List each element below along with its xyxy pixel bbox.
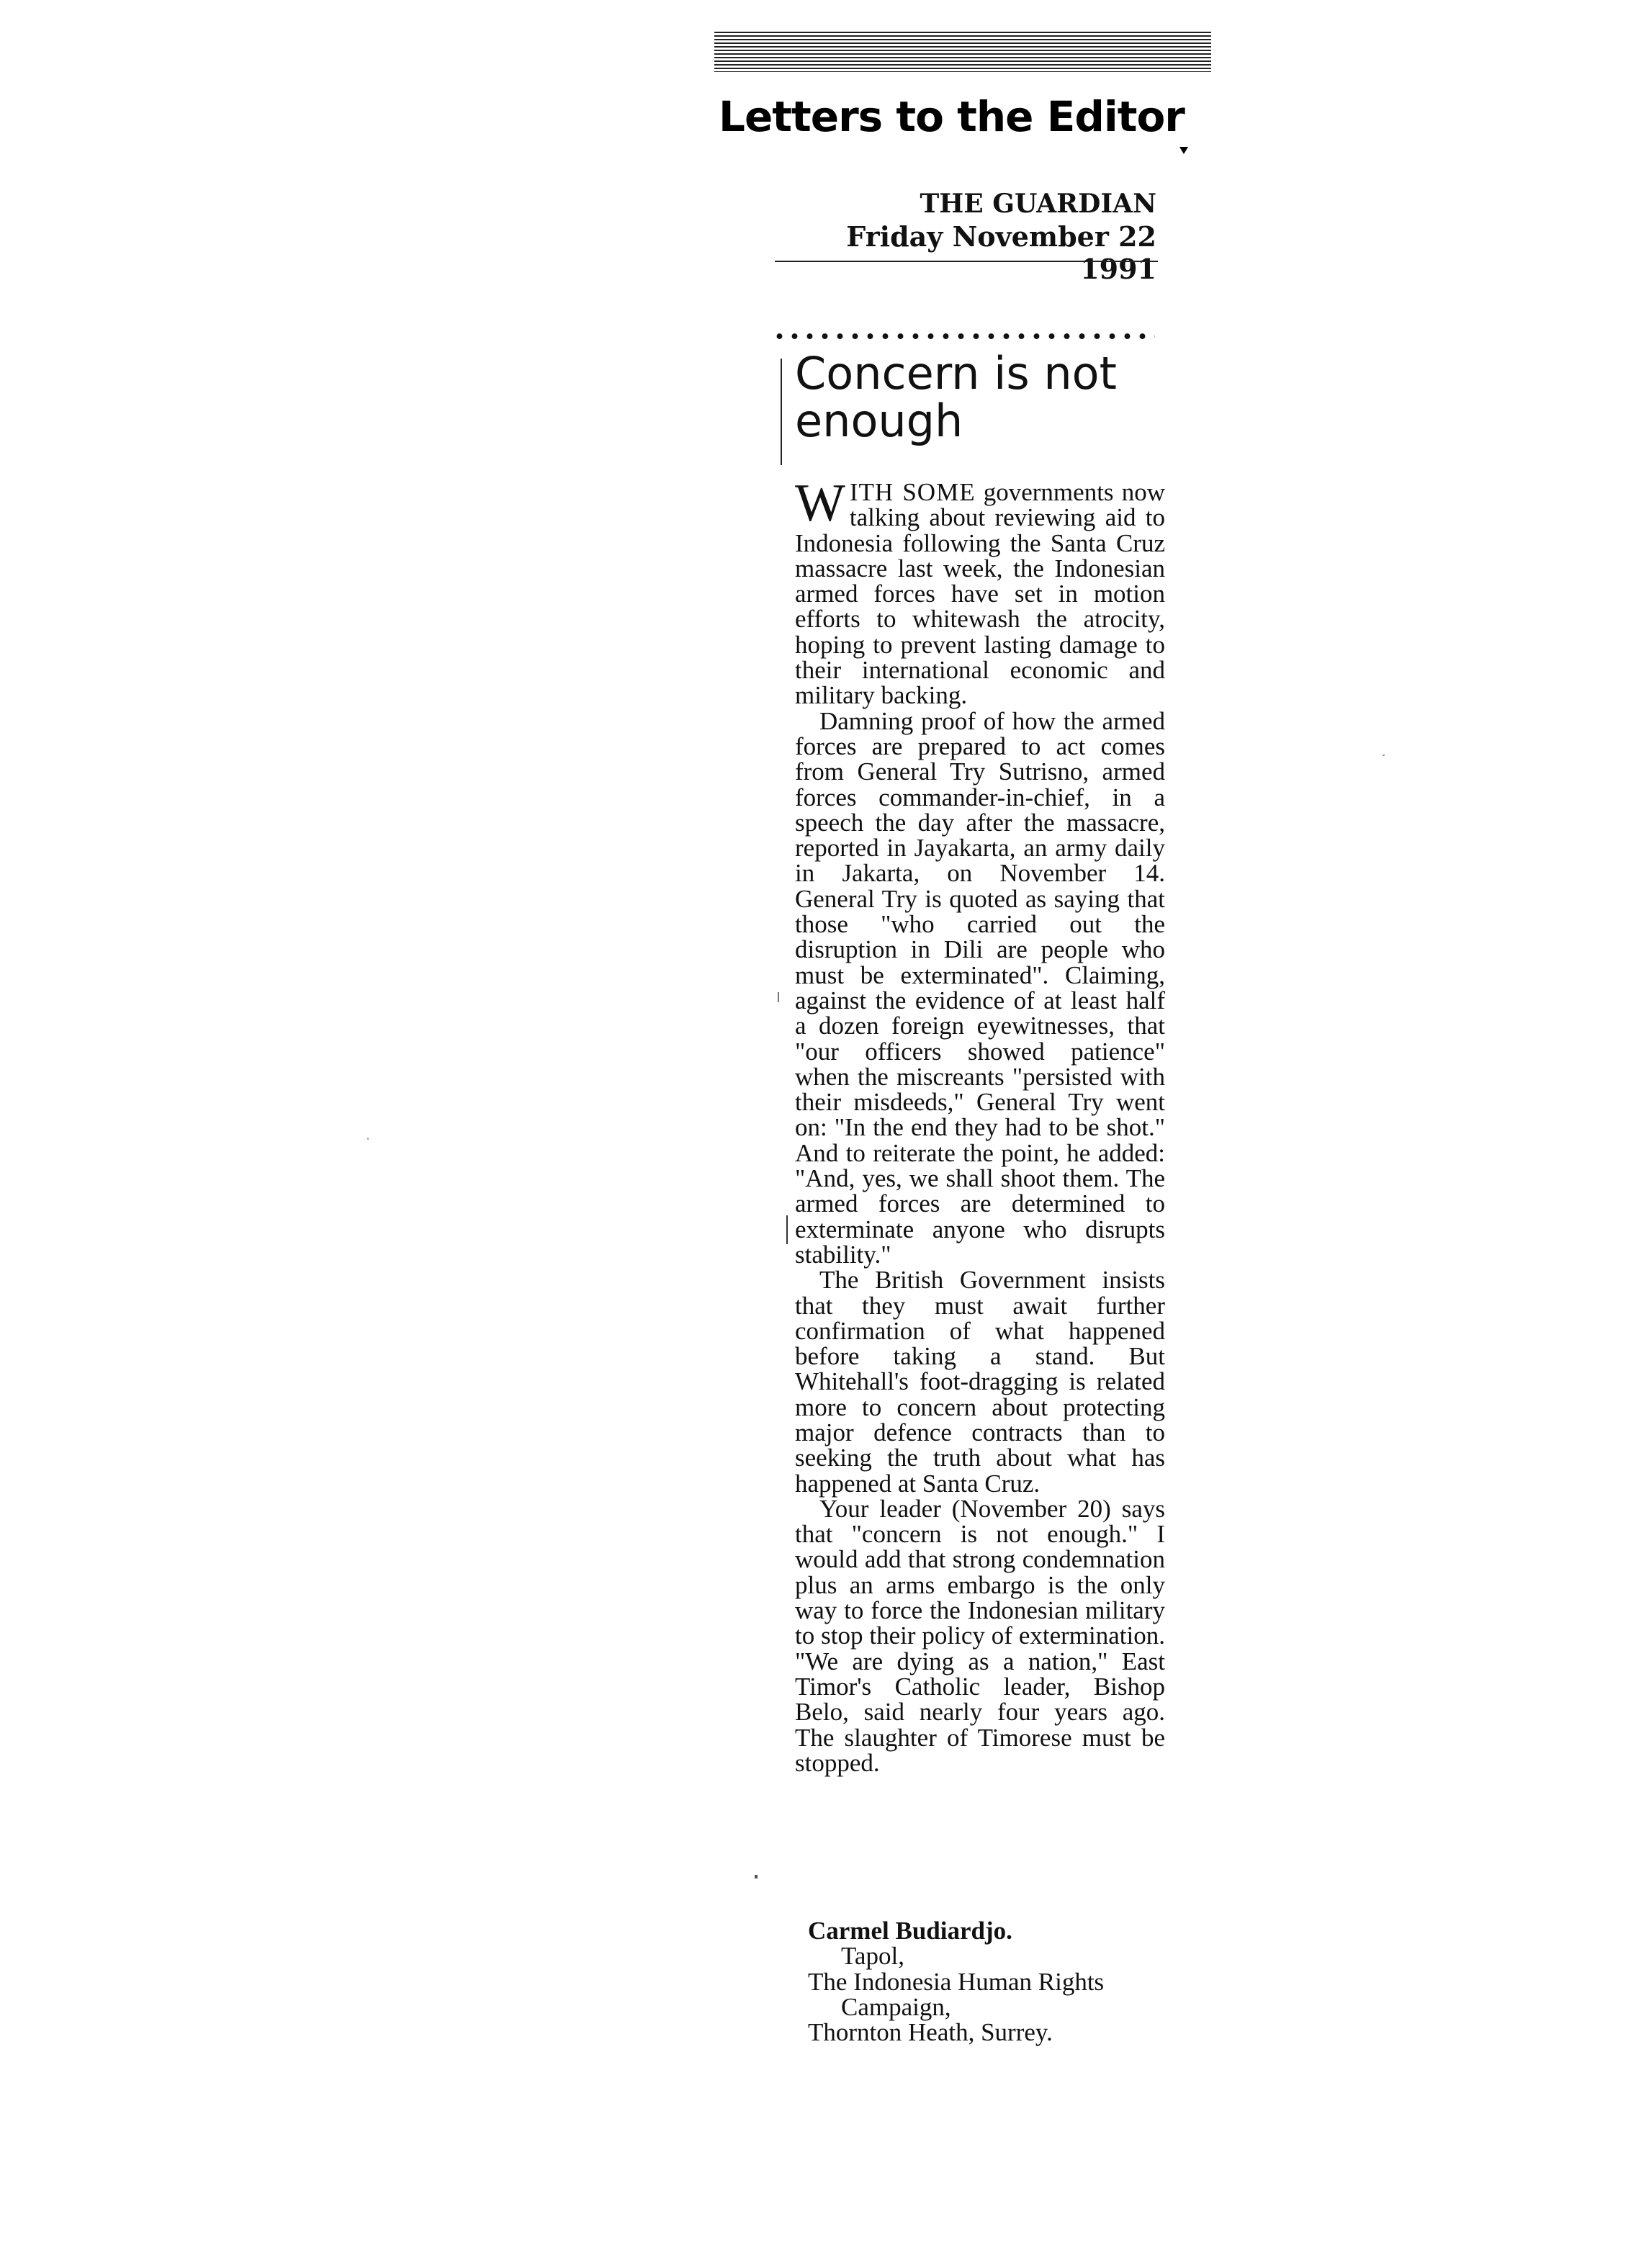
author-organisation: Tapol,	[841, 1942, 904, 1971]
campaign-line-1: The Indonesia Human Rights	[808, 1967, 1105, 1996]
publication-name: THE GUARDIAN	[920, 189, 1156, 219]
scan-speck	[1383, 755, 1385, 756]
author-location: Thornton Heath, Surrey.	[808, 2018, 1053, 2047]
letter-paragraph-2: Damning proof of how the armed forces are prepared to act comes from General Try Sutrisno, armed forces commander-in-chief, in a speech the day after the massacre, reported in Jayakarta, an army daily in Jakarta, on November 14. General Try is quoted as saying that those "who carried out the disruption in Dili are people who must be exterminated". Claiming, against the evidence of at least half a dozen foreign eyewitnesses, that "our officers showed patience" when the miscreants "persisted with their misdeeds," General Try went on: "In the end they had to be shot." And to reiterate the point, he added: "And, yes, we shall shoot them. The armed forces are determined to exterminate anyone who disrupts stability."	[795, 706, 1165, 1269]
headline-column-rule	[781, 359, 782, 465]
scan-speck	[755, 1875, 758, 1878]
paragraph-1-text: governments now talking about reviewing aid to Indonesia following the Santa Cruz massacre last week, the Indonesian armed forces have set in motion efforts to whitewash the atrocity, hoping to prevent lasting damage to their international economic and military backing.	[795, 478, 1165, 710]
date-underline	[775, 261, 1158, 262]
letter-body	[795, 474, 1165, 1777]
masthead-rule-bars	[714, 32, 1211, 72]
drop-cap: W	[795, 474, 845, 533]
scan-speck	[786, 1215, 788, 1244]
dotted-separator	[772, 333, 1155, 340]
author-name: Carmel Budiardjo.	[808, 1917, 1012, 1945]
letter-paragraph-3: The British Government insists that they must await further confirmation of what happened before taking a stand. But Whitehall's foot-dragging is related more to concern about protecting major defence contracts than to seeking the truth about what has happened at Santa Cruz.	[795, 1266, 1165, 1498]
publication-date: Friday November 22 1991	[846, 220, 1156, 285]
letter-headline: Concern is not enough	[795, 347, 1117, 447]
letter-signoff	[808, 1918, 1182, 2045]
campaign-line-2: Campaign,	[841, 1992, 951, 2021]
section-title: Letters to the Editor	[719, 92, 1185, 141]
letter-paragraph-1	[795, 474, 1165, 710]
letter-paragraph-4: Your leader (November 20) says that "concern is not enough." I would add that strong condemnation plus an arms embargo is the only way to force the Indonesian military to stop their policy of extermination. "We are dying as a nation," East Timor's Catholic leader, Bishop Belo, said nearly four years ago. The slaughter of Timorese must be stopped.	[795, 1494, 1165, 1777]
lead-caps: ITH SOME	[849, 478, 976, 506]
title-mark	[1179, 147, 1188, 154]
scan-speck	[367, 1138, 369, 1140]
scan-speck	[778, 992, 779, 1002]
